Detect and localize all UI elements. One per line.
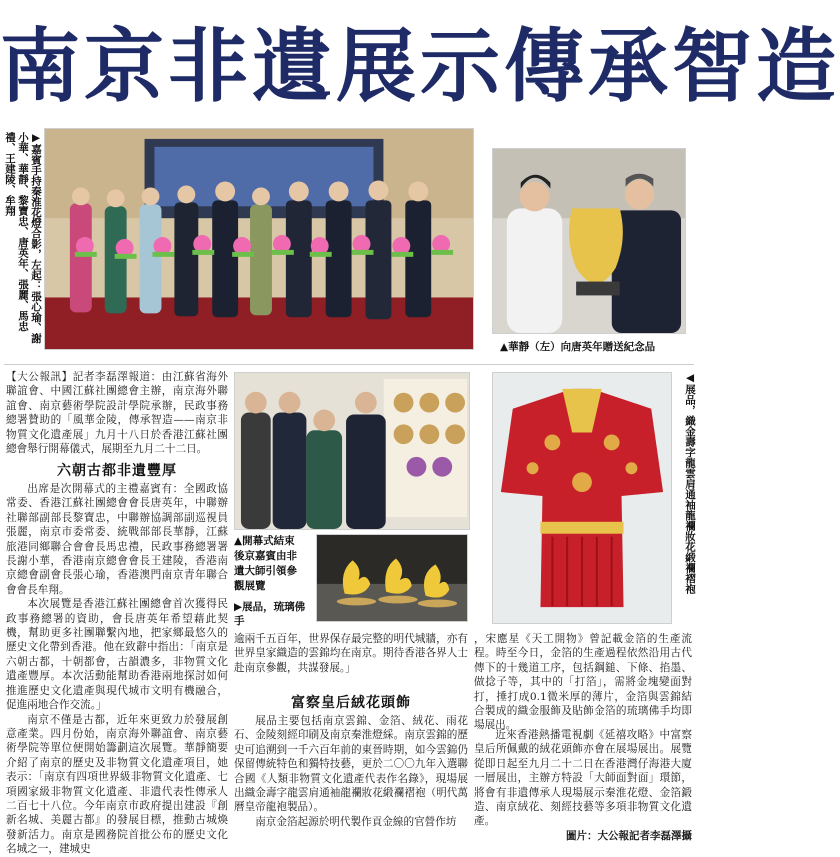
article-lead [6,370,228,456]
robe-photo-caption: ◀展品，織金壽字龍雲肩通袖龍襴妝花緞襴褶袍 [684,372,696,594]
lantern-photo-caption: ▶展品，琉璃佛手 [234,601,306,627]
tour-photo [234,372,470,530]
headline: 南京非遺展示傳承智造 [0,20,840,113]
paragraph: ，宋應星《天工開物》曾記載金箔的生產流程。時至今日，金箔的生產過程依然沿用古代傳下的十幾道工序，包括鋼鎚、下條、掐墨、做捻子等，其中的「打箔」，需將金塊變面對打，捶打成0.1微米厚的薄片，金箔與雲錦結合製成的織金服飾及貼飾金箔的琉璃佛手均即場展出。 [474,633,692,732]
paragraph: 逾兩千五百年，世界保存最完整的明代城牆，亦有世界皇家織造的雲錦均在南京。期待香港各界人士赴南京參觀，共謀發展。」 [234,633,468,674]
article-column-1 [6,482,228,856]
paragraph: 南京不僅是古都，近年來更致力於發展創意產業。四月份始，南京海外聯誼會、南京藝術學院等單位便開始籌劃這次展覽。華靜簡要介紹了南京的歷史及非物質文化遺產項目，她表示：「南京有四項世界級非物質文化遺產、七項國家級非物質文化遺產、非遺代表性傳承人二百七十八位。今年南京市政府提出建設『創新名城、美麗古都』的發展目標，推動古城煥發新活力。南京是國務院首批公布的歷史文化名城之一，建城史 [6,713,228,856]
article-column-3 [474,728,692,826]
gift-photo [492,148,686,334]
article-column-3-top [474,632,692,733]
paragraph: 出席是次開幕式的主禮嘉賓有：全國政協常委、香港江蘇社團總會會長唐英年，中聯辦社聯部副部長黎寶忠，中聯辦協調部副巡視員張麗，南京市委常委、統戰部部長華靜，江蘇旅港同鄉聯合會會長馬忠禮，民政事務總署署長謝小華，香港南京總會會長王建陵，香港南京總會副會長張心瑜，香港澳門南京青年聯合會會長牟翔。 [6,483,228,596]
tour-photo-caption: ▲開幕式結束後京嘉賓由非遺大師引領參觀展覽 [234,535,297,592]
group-photo-caption: ▶嘉賓手持秦淮花燈合影，左起：張心瑜、謝小華、華靜、黎寶忠、唐英年、張麗、馬忠禮、王建陵、牟翔 [4,132,42,344]
gift-photo-caption: ▲華靜（左）向唐英年贈送紀念品 [500,341,656,353]
paragraph: 本次展覽是香港江蘇社團總會首次獲得民政事務總署的資助，會長唐英年希望藉此契機，幫助更多社團聯繫內地，把家鄉最悠久的歷史文化帶到香港。他在致辭中指出：「南京是六朝古都，十朝都會，古韻濃多，非物質文化遺產豐厚。本次活動能幫助香港兩地探討如何推進歷史文化遺產與現代城市文明有機融合，促進兩地合作交流。」 [6,598,228,712]
group-photo [44,128,474,350]
lantern-photo [316,534,468,622]
robe-photo [492,372,672,624]
section-divider [4,364,694,365]
photo-credit: 圖片：大公報記者李磊澤攝 [566,830,692,842]
subheading-1: 六朝古都非遺豐厚 [57,463,177,479]
article-column-2 [234,714,468,842]
paragraph: 南京金箔起源於明代製作貢金線的官營作坊 [255,815,457,828]
lead-paragraph: 【大公報訊】記者李磊澤報道：由江蘇省海外聯誼會、中國江蘇社團總會主辦，南京海外聯誼會、南京藝術學院設計學院承辦，民政事務總署贊助的「風華金陵，傳承智造——南京非物質文化遺產展」九月十八日於香港江蘇社團總會舉行開幕儀式，展期至九月二十二日。 [6,371,228,456]
article-column-2-top [234,632,468,675]
subheading-2: 富察皇后絨花頭飾 [291,695,411,711]
paragraph: 近來香港熱播電視劇《延禧攻略》中富察皇后所佩戴的絨花頭飾亦會在展場展出。展覽從即日起至九月二十二日在香港灣仔海港大廈一層展出，主辦方特設「大師面對面」環節，將會有非遺傳承人現場展示秦淮花燈、金箔鍛造、南京絨花、刻經技藝等多項非物質文化遺產。 [474,729,692,828]
paragraph: 展品主要包括南京雲錦、金箔、絨花、雨花石、金陵刻經印刷及南京秦淮燈綵。南京雲錦的歷史可追溯到一千六百年前的東晉時期，如今雲錦仍保留傳統特色和獨特技藝，更於二〇〇九年入選聯合國《人類非物質文化遺產代表作名錄》，現場展出織金壽字龍雲肩通袖龍襴妝花緞襴褶袍（明代萬曆皇帝龍袍製品）。 [234,715,468,814]
